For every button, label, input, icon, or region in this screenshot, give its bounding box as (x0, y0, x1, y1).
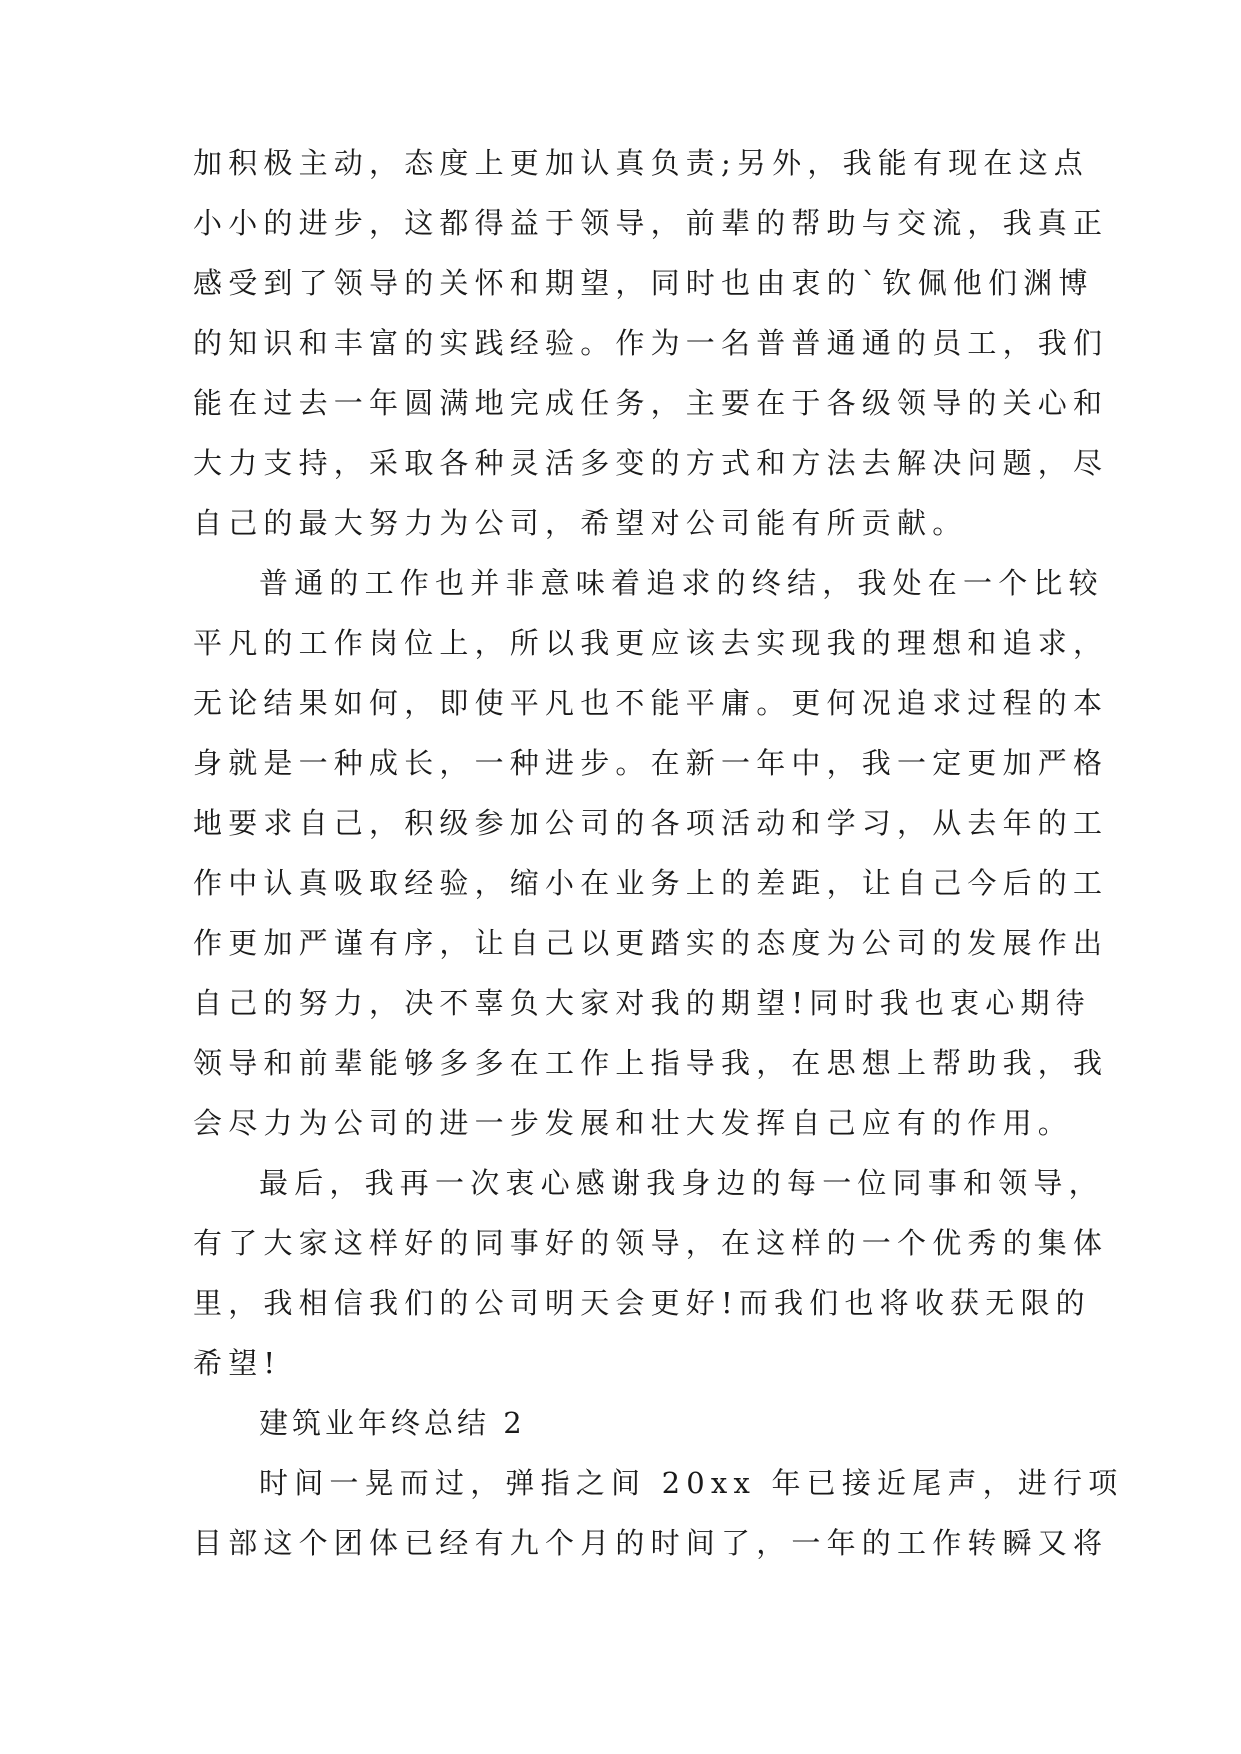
paragraph-first-line: 最后，我再一次衷心感谢我身边的每一位同事和领导， (259, 1166, 1104, 1200)
text-line: 作更加严谨有序，让自己以更踏实的态度为公司的发展作出 (193, 926, 1109, 960)
text-line: 作中认真吸取经验，缩小在业务上的差距，让自己今后的工 (193, 866, 1109, 900)
text-line: 里，我相信我们的公司明天会更好!而我们也将收获无限的 (193, 1286, 1091, 1320)
text-line: 能在过去一年圆满地完成任务，主要在于各级领导的关心和 (193, 386, 1109, 420)
text-line: 会尽力为公司的进一步发展和壮大发挥自己应有的作用。 (193, 1106, 1074, 1140)
text-line: 自己的最大努力为公司，希望对公司能有所贡献。 (193, 506, 968, 540)
text-line: 地要求自己，积级参加公司的各项活动和学习，从去年的工 (193, 806, 1109, 840)
text-line: 大力支持，采取各种灵活多变的方式和方法去解决问题，尽 (193, 446, 1109, 480)
text-line: 加积极主动，态度上更加认真负责;另外，我能有现在这点 (193, 146, 1089, 180)
paragraph-first-line: 时间一晃而过，弹指之间 20xx 年已接近尾声，进行项 (259, 1466, 1124, 1500)
text-line: 平凡的工作岗位上，所以我更应该去实现我的理想和追求， (193, 626, 1109, 660)
text-line: 希望! (193, 1346, 282, 1380)
text-line: 小小的进步，这都得益于领导，前辈的帮助与交流，我真正 (193, 206, 1109, 240)
text-line: 无论结果如何，即使平凡也不能平庸。更何况追求过程的本 (193, 686, 1109, 720)
document-body (193, 133, 1124, 1573)
text-line: 感受到了领导的关怀和期望，同时也由衷的`钦佩他们渊博 (193, 266, 1094, 300)
text-line: 领导和前辈能够多多在工作上指导我，在思想上帮助我，我 (193, 1046, 1109, 1080)
section-heading: 建筑业年终总结 2 (259, 1406, 526, 1440)
paragraph-first-line: 普通的工作也并非意味着追求的终结，我处在一个比较 (259, 566, 1104, 600)
text-line: 有了大家这样好的同事好的领导，在这样的一个优秀的集体 (193, 1226, 1109, 1260)
text-line: 的知识和丰富的实践经验。作为一名普普通通的员工，我们 (193, 326, 1109, 360)
text-line: 自己的努力，决不辜负大家对我的期望!同时我也衷心期待 (193, 986, 1091, 1020)
text-line: 目部这个团体已经有九个月的时间了，一年的工作转瞬又将 (193, 1526, 1109, 1560)
text-line: 身就是一种成长，一种进步。在新一年中，我一定更加严格 (193, 746, 1109, 780)
